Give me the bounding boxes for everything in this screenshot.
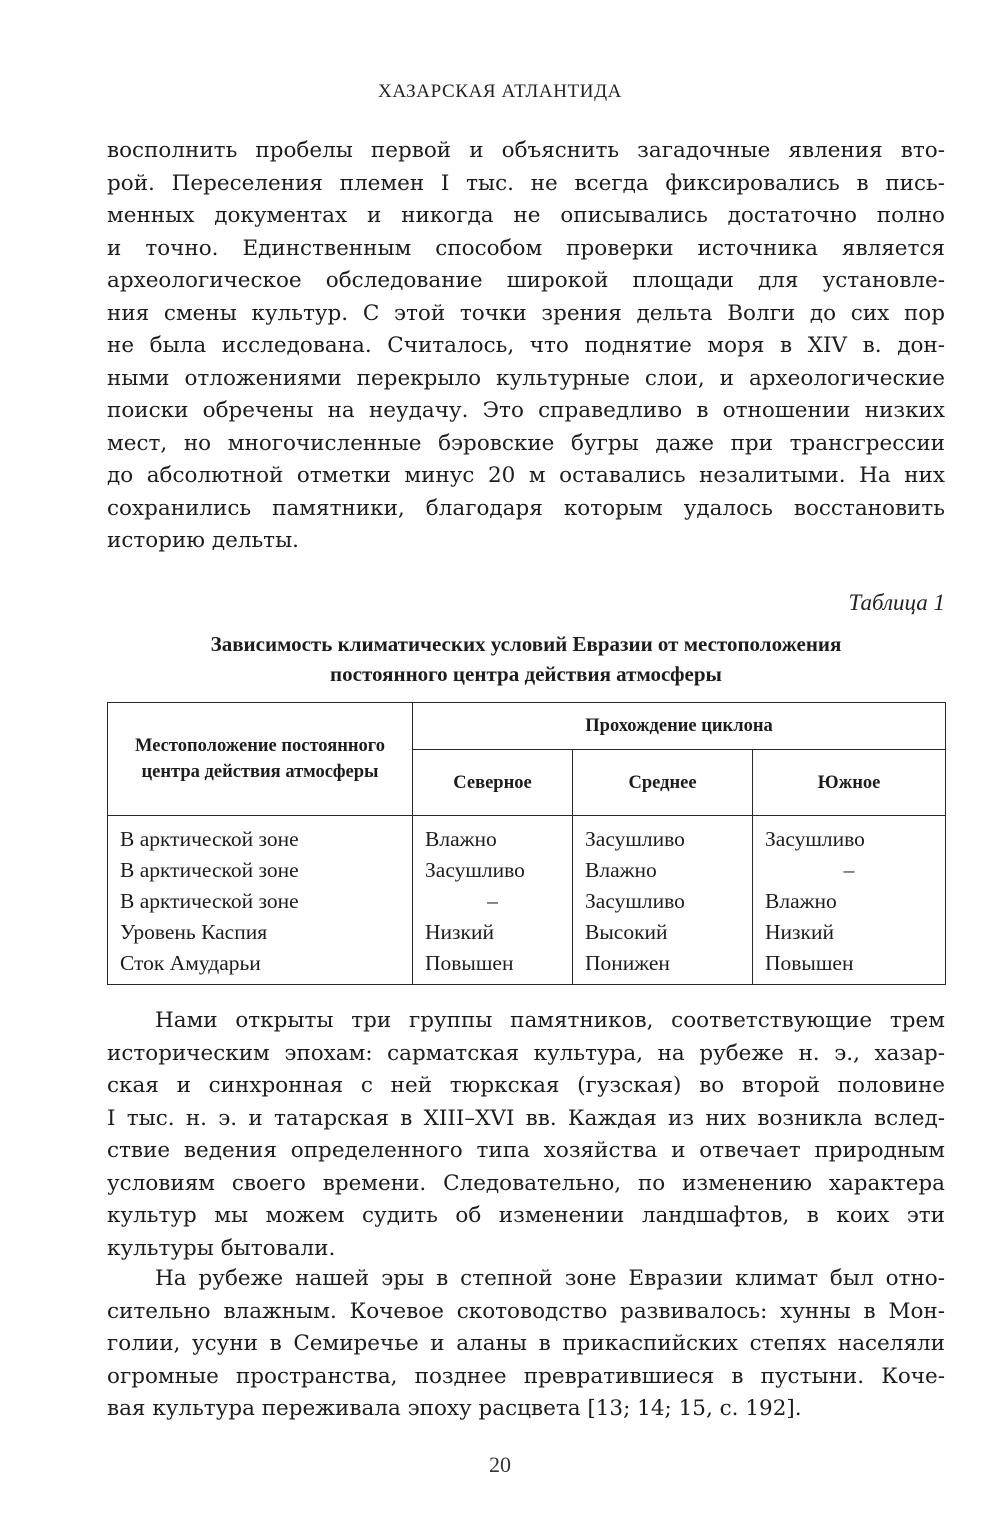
header-southern: Южное — [753, 750, 946, 816]
text-line: менных документах и никогда не описывались достаточно полно — [107, 203, 945, 228]
text-line: ными отложениями перекрыло культурные слои, и археологические — [107, 365, 945, 391]
page-number: 20 — [489, 1452, 511, 1477]
text-line: условиям своего времени. Следовательно, по изменению характера — [107, 1170, 945, 1196]
text-line: ствие ведения определенного типа хозяйства и отвечает природным — [107, 1138, 945, 1163]
table-caption-line: Зависимость климатических условий Евразии от местоположения — [210, 632, 842, 656]
northern-values-cell — [413, 816, 573, 985]
paragraph-3 — [107, 1263, 945, 1426]
row-labels-cell — [108, 816, 413, 985]
table-cell: Влажно — [765, 889, 837, 914]
row-label: В арктической зоне — [120, 827, 299, 852]
table-cell: – — [487, 889, 498, 914]
text-line: поиски обречены на неудачу. Это справедливо в отношении низких — [107, 398, 945, 423]
table-cell: Засушливо — [425, 858, 525, 883]
row-label: Уровень Каспия — [120, 920, 268, 945]
header-location: Местоположение постоянного центра действия атмосферы — [108, 703, 413, 816]
text-line: сохранились памятники, благодаря которым удалось восстановить — [107, 495, 945, 521]
table-cell: Влажно — [585, 858, 657, 883]
row-label: В арктической зоне — [120, 858, 299, 883]
text-line: не была исследована. Считалось, что поднятие моря в XIV в. дон- — [107, 333, 945, 358]
text-line: Нами открыты три группы памятников, соответствующие трем — [155, 1008, 945, 1033]
climate-table — [107, 702, 946, 985]
running-head: ХАЗАРСКАЯ АТЛАНТИДА — [378, 81, 622, 102]
table-cell: Низкий — [765, 920, 834, 945]
text-line: ская и синхронная с ней тюркская (гузская) во второй половине — [107, 1073, 945, 1098]
table-cell: Высокий — [585, 920, 668, 945]
text-line: до абсолютной отметки минус 20 м оставались незалитыми. На них — [107, 463, 945, 488]
text-line: восполнить пробелы первой и объяснить загадочные явления вто- — [107, 138, 945, 163]
row-label: Сток Амударьи — [120, 951, 261, 976]
table-cell: Низкий — [425, 920, 494, 945]
text-line: I тыс. н. э. и татарская в XIII–XVI вв. Каждая из них возникла вслед- — [107, 1105, 945, 1131]
text-line: голии, усуни в Семиречье и аланы в прикаспийских степях населяли — [107, 1331, 945, 1356]
table-cell: Засушливо — [585, 889, 685, 914]
southern-values-cell — [753, 816, 946, 985]
table-caption — [107, 629, 945, 689]
text-line: На рубеже нашей эры в степной зоне Евразии климат был отно- — [155, 1266, 945, 1291]
text-line: вая культура переживала эпоху расцвета [13; 14; 15, с. 192]. — [107, 1396, 802, 1421]
header-northern: Северное — [413, 750, 573, 816]
text-line: археологическое обследование широкой площади для установле- — [107, 268, 945, 293]
text-line: историю дельты. — [107, 528, 300, 553]
text-line: ния смены культур. С этой точки зрения дельта Волги до сих пор — [107, 300, 945, 326]
table-cell: – — [843, 858, 855, 883]
text-line: мест, но многочисленные бэровские бугры даже при трансгрессии — [107, 430, 945, 456]
text-line: и точно. Единственным способом проверки источника является — [107, 235, 945, 261]
table-label: Таблица 1 — [848, 590, 945, 615]
paragraph-2 — [107, 1005, 945, 1265]
middle-values-cell — [573, 816, 753, 985]
table-cell: Влажно — [425, 827, 497, 852]
table-cell: Засушливо — [765, 827, 865, 852]
table-cell: Засушливо — [585, 827, 685, 852]
table-cell: Повышен — [765, 951, 854, 976]
text-line: огромные пространства, позднее превратившиеся в пустыни. Коче- — [107, 1363, 945, 1389]
paragraph-1 — [107, 135, 945, 558]
table-cell: Понижен — [585, 951, 670, 976]
text-line: рой. Переселения племен I тыс. не всегда фиксировались в пись- — [107, 170, 945, 196]
table-cell: Повышен — [425, 951, 514, 976]
text-line: культуры бытовали. — [107, 1235, 336, 1261]
table-caption-line: постоянного центра действия атмосферы — [330, 662, 722, 686]
header-cyclone-passage: Прохождение циклона — [413, 703, 946, 750]
header-middle: Среднее — [573, 750, 753, 816]
text-line: историческим эпохам: сарматская культура, на рубеже н. э., хазар- — [107, 1040, 945, 1066]
text-line: сительно влажным. Кочевое скотоводство развивалось: хунны в Мон- — [107, 1298, 945, 1324]
text-line: культур мы можем судить об изменении ландшафтов, в коих эти — [107, 1203, 945, 1228]
row-label: В арктической зоне — [120, 889, 299, 914]
